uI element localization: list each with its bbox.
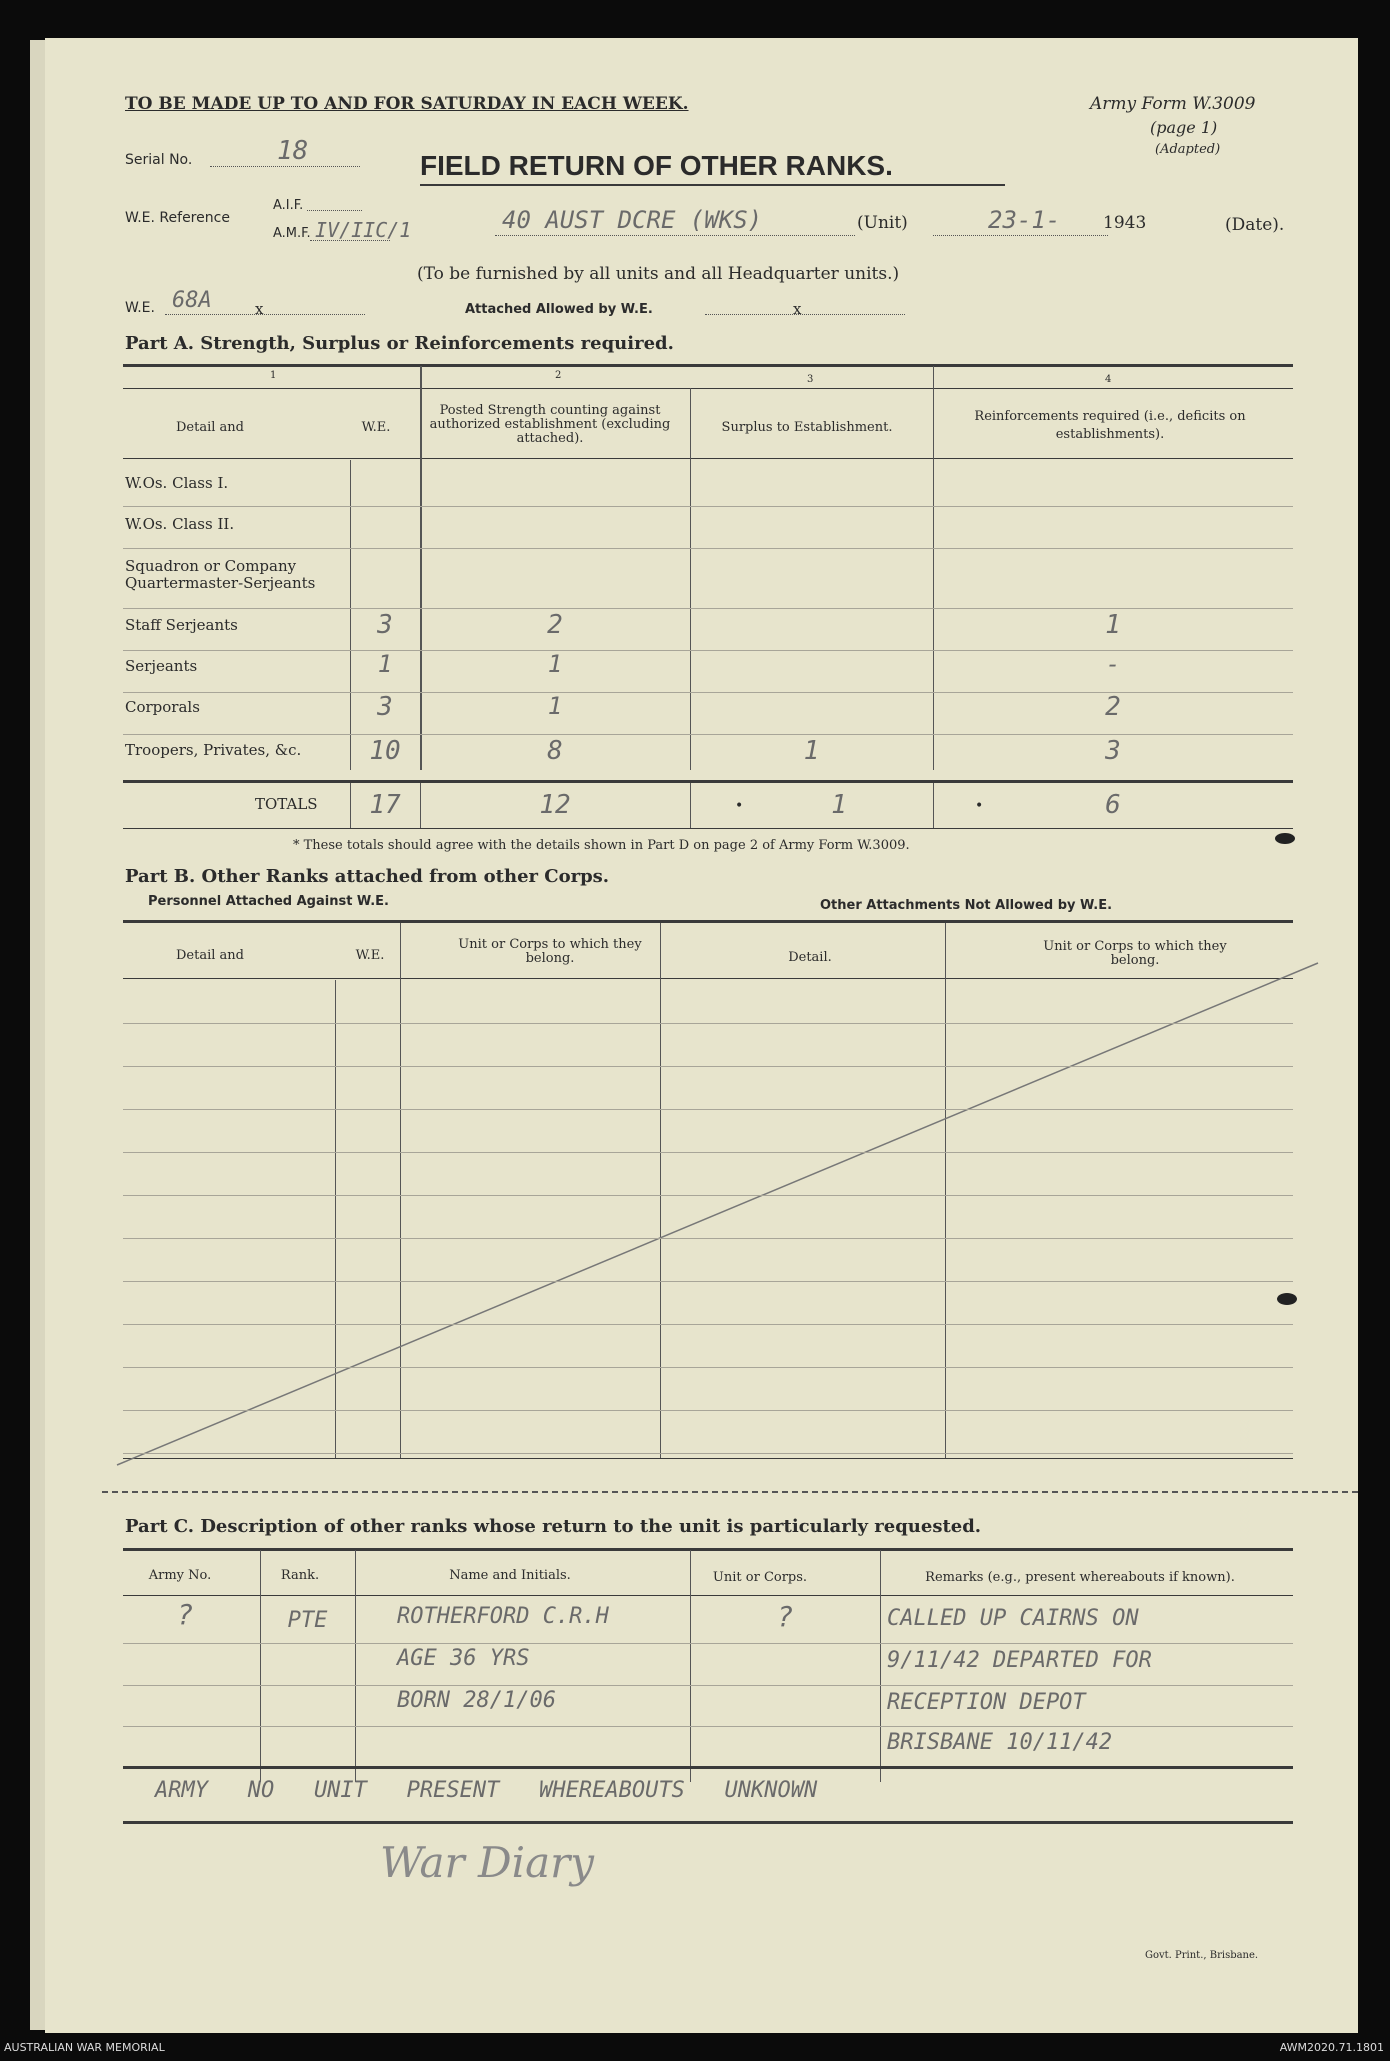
row-posted-6: 1 <box>547 692 563 720</box>
row-we-6: 3 <box>377 692 393 722</box>
part-a-footnote: * These totals should agree with the details shown in Part D on page 2 of Army Form W.3009. <box>293 838 910 853</box>
part-b-left-subtitle: Personnel Attached Against W.E. <box>148 894 389 909</box>
totals-we: 17 <box>369 790 401 820</box>
totals-surplus-asterisk: • <box>735 798 744 814</box>
row-detail-3: Squadron or Company Quartermaster-Serjeants <box>125 557 316 592</box>
part-a-title: Part A. Strength, Surplus or Reinforcements required. <box>125 333 674 354</box>
row-detail-6: Corporals <box>125 698 200 716</box>
header-posted: Posted Strength counting against authorized establishment (excluding attached). <box>429 403 671 446</box>
part-b-header-unit-right: Unit or Corps to which they belong. <box>1043 939 1227 968</box>
unit-value: 40 AUST DCRE (WKS) <box>502 206 763 234</box>
row-reinf-5: - <box>1105 650 1121 678</box>
header-reinforcements: Reinforcements required (i.e., deficits on establishments). <box>974 409 1246 442</box>
part-b-ruled-line <box>123 1238 1293 1239</box>
part-b-title: Part B. Other Ranks attached from other Corps. <box>125 866 610 887</box>
totals-reinf: 6 <box>1105 790 1121 820</box>
we-label: W.E. <box>125 300 155 316</box>
archive-footer <box>0 2037 1390 2061</box>
army-form-label: Army Form W.3009 <box>1090 94 1256 114</box>
part-c-header-name: Name and Initials. <box>449 1568 571 1583</box>
col-number-2: 2 <box>555 370 562 381</box>
row-detail-5: Serjeants <box>125 657 198 675</box>
instruction-text: TO BE MADE UP TO AND FOR SATURDAY IN EACH WEEK. <box>125 94 689 114</box>
entry-remarks-line-2: 9/11/42 DEPARTED FOR <box>887 1648 1152 1673</box>
amf-label: A.M.F. <box>273 226 311 241</box>
part-b-cancel-line <box>105 918 1325 1478</box>
part-b-ruled-line <box>123 1023 1293 1024</box>
entry-unit: ? <box>776 1600 794 1633</box>
header-surplus: Surplus to Establishment. <box>721 420 893 435</box>
form-sheet <box>45 38 1358 2033</box>
row-detail-2: W.Os. Class II. <box>125 515 235 533</box>
entry-name-line-2: AGE 36 YRS <box>397 1646 530 1671</box>
attached-allowed-label: Attached Allowed by W.E. <box>465 302 653 317</box>
header-detail: Detail and <box>176 420 244 435</box>
entry-name-line-1: ROTHERFORD C.R.H <box>397 1604 609 1629</box>
row-reinf-7: 3 <box>1105 736 1121 766</box>
row-posted-5: 1 <box>547 650 563 678</box>
row-posted-4: 2 <box>547 610 563 640</box>
totals-posted: 12 <box>539 790 571 820</box>
col-number-3: 3 <box>807 374 814 385</box>
we-reference-label: W.E. Reference <box>125 210 230 226</box>
date-value: 23-1- <box>988 206 1061 234</box>
row-reinf-6: 2 <box>1105 692 1121 722</box>
aif-label: A.I.F. <box>273 198 304 213</box>
part-c-header-remarks: Remarks (e.g., present whereabouts if known). <box>925 1570 1235 1585</box>
part-c-header-rank: Rank. <box>280 1568 320 1583</box>
x-mark: x <box>255 300 264 318</box>
part-b-ruled-line <box>123 1109 1293 1110</box>
part-b-ruled-line <box>123 1066 1293 1067</box>
footer-left-text: AUSTRALIAN WAR MEMORIAL <box>4 2041 165 2054</box>
amf-value: IV/IIC/1 <box>315 218 412 242</box>
serial-value: 18 <box>277 136 309 166</box>
row-we-4: 3 <box>377 610 393 640</box>
part-b-right-subtitle: Other Attachments Not Allowed by W.E. <box>820 898 1113 913</box>
row-detail-1: W.Os. Class I. <box>125 474 229 492</box>
punch-hole-bottom <box>1277 1293 1297 1305</box>
entry-remarks-line-4: BRISBANE 10/11/42 <box>887 1730 1113 1755</box>
col-number-1: 1 <box>270 370 277 381</box>
col-number-4: 4 <box>1105 374 1112 385</box>
entry-army-no: ? <box>176 1598 194 1631</box>
row-surplus-7: 1 <box>803 736 820 766</box>
x-mark-2: x <box>793 300 802 318</box>
part-b-ruled-line <box>123 1453 1293 1454</box>
part-b-ruled-line <box>123 1367 1293 1368</box>
header-we: W.E. <box>361 420 391 435</box>
part-c-header-army-no: Army No. <box>148 1568 212 1583</box>
entry-rank: PTE <box>287 1608 328 1633</box>
serial-label: Serial No. <box>125 152 193 168</box>
part-b-header-detail-right: Detail. <box>788 950 832 965</box>
part-b-header-detail: Detail and <box>176 948 244 963</box>
form-title: FIELD RETURN OF OTHER RANKS. <box>420 150 893 181</box>
footer-right-text: AWM2020.71.1801 <box>1279 2041 1384 2054</box>
year-value: 1943 <box>1103 213 1147 233</box>
punch-hole-top <box>1275 833 1295 844</box>
totals-label: TOTALS <box>255 795 318 813</box>
part-b-ruled-line <box>123 1410 1293 1411</box>
we-value: 68A <box>172 288 212 313</box>
row-reinf-4: 1 <box>1105 610 1121 640</box>
part-b-ruled-line <box>123 1152 1293 1153</box>
totals-surplus: 1 <box>831 790 847 820</box>
part-c-header-unit: Unit or Corps. <box>712 1570 808 1585</box>
printer-credit: Govt. Print., Brisbane. <box>1145 1950 1259 1961</box>
part-c-title: Part C. Description of other ranks whose return to the unit is particularly requested. <box>125 1516 982 1537</box>
part-c-bottom-note: ARMY NO UNIT PRESENT WHEREABOUTS UNKNOWN <box>155 1778 818 1803</box>
row-posted-7: 8 <box>547 736 563 766</box>
date-label: (Date). <box>1225 215 1285 235</box>
furnished-note: (To be furnished by all units and all Headquarter units.) <box>417 264 900 284</box>
adapted-label: (Adapted) <box>1155 142 1221 157</box>
entry-name-line-3: BORN 28/1/06 <box>397 1688 556 1713</box>
row-detail-7: Troopers, Privates, &c. <box>125 741 302 759</box>
entry-remarks-line-3: RECEPTION DEPOT <box>887 1690 1086 1715</box>
part-b-ruled-line <box>123 1195 1293 1196</box>
signature: War Diary <box>380 1838 594 1887</box>
perforation-line <box>102 1491 1358 1493</box>
row-we-7: 10 <box>369 736 401 766</box>
part-b-ruled-line <box>123 1324 1293 1325</box>
part-b-header-unit-left: Unit or Corps to which they belong. <box>458 937 642 966</box>
page-label: (page 1) <box>1150 118 1218 137</box>
row-detail-4: Staff Serjeants <box>125 616 238 634</box>
unit-label: (Unit) <box>857 213 908 233</box>
totals-reinf-asterisk: • <box>975 798 984 814</box>
row-we-5: 1 <box>377 650 393 678</box>
part-b-header-we: W.E. <box>355 948 385 963</box>
entry-remarks-line-1: CALLED UP CAIRNS ON <box>887 1606 1139 1631</box>
part-b-ruled-line <box>123 1281 1293 1282</box>
